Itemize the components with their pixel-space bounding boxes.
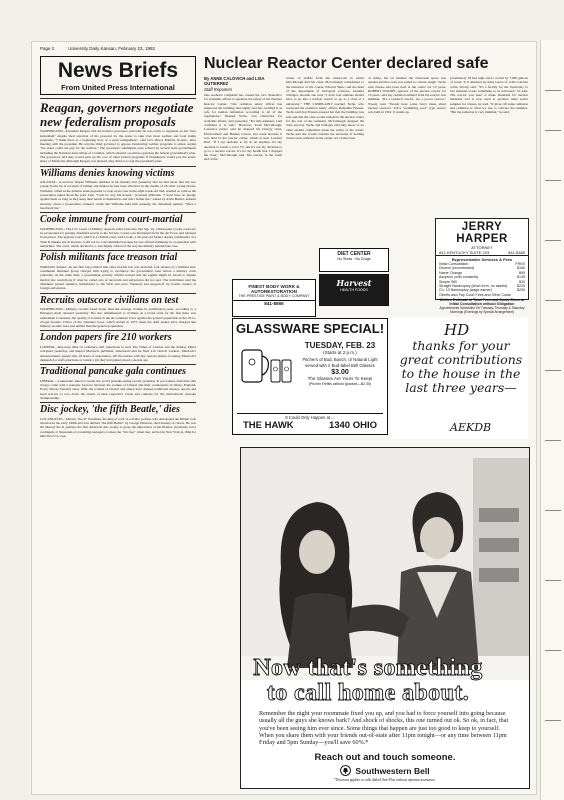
news-briefs-subtitle: From United Press International <box>61 83 175 92</box>
diet-center-sub: No Shots · No Drugs <box>337 257 371 261</box>
story-text: One student's complaint has caused the vice chancellor for academic affairs to question the safety of the Nuclear Reactor Center. "Our radiation safety officer has inspected the building thoroughly and has certified it as safe for human habitation according to all of the regulations," Deanell Tacha, vice chancellor for academic affairs, said yesterday. "For this semester, I am confident it is safe." However, Todd McCullough, Lawrence junior, said he dropped his biology class, Environment and Human Cancer, last week because it was held in the reactor center, which is near Learned Hall. "If I say decision to fly in an airplane, it's my decision to watch a color TV, but it's not my decision to go to a nuclear reactor. It's for my health that I dropped the class," McCullough said. The reactor, in the south end of the <box>204 93 282 162</box>
fee-row: Divorce (uncontested) $180 <box>439 266 525 271</box>
brief-body: LOS ANGELES—Murray "the K" Kaufman, the king of rock 'n' roll disc jockeys who anticipated the British rock invasion in the early 1960s and was dubbed "the fifth Beatle" by George Harrison, died Sunday of cancer. He was 60. Murray the K, perhaps the first American disc jockey to grasp the importance of the Beatles' popularity, led a contingent of thousands of screaming teenagers to meet the "fab four" when they arrived in New York in 1964 for their first U.S. tour. <box>40 416 196 438</box>
adjacent-page-edge <box>540 40 564 800</box>
news-briefs-column <box>40 56 196 786</box>
brief-body: ATLANTA—A nervous Wayne Williams testified at his murder trial yesterday that he had never met the two young blacks he is accused of killing and denied he had been involved in the deaths of 26 other young blacks. Williams, called as the defense team prepared to wrap up its case in the eight-week-old trial, seemed as calm as the prosecution asked about his prior trips. "Can't no way I'm honest," protested Williams. "I don't have no grudge against them as long as they keep their hands to themselves and don't bother me." Asked by Alvin Binder, defense attorney, about a prosecution witness's claim that Williams held him sexually, the defendant replied, "She's a barefaced liar." <box>40 180 196 210</box>
glassware-price: $3.00 <box>331 369 349 376</box>
venue-address: 1340 OHIO <box>328 420 377 431</box>
attorney-title: ATTORNEY <box>471 245 493 250</box>
glassware-refill: (Pitcher Refills without glasses—$2.00) <box>308 382 372 386</box>
fee-row: Straight Bankruptcy (short form, no assets) $225 <box>439 284 525 289</box>
brief-headline: Williams denies knowing victims <box>40 166 196 180</box>
brief-story <box>40 364 196 400</box>
bell-tagline: Reach out and touch someone. <box>314 752 456 763</box>
fees-footer-hours: Appointments Scheduled On Tuesday, Thursday & Saturday Mornings (Evenings by Special Arrangement) <box>439 306 525 315</box>
main-story <box>204 56 528 163</box>
story-column <box>204 76 282 163</box>
bell-icon <box>340 765 351 776</box>
glassware-note: The Glasses Are Yours To Keep! <box>307 376 373 381</box>
page-number: Page 2 <box>40 46 55 51</box>
glassware-details <box>297 341 383 386</box>
glassware-venue-line <box>237 420 383 431</box>
bell-fine-print: *Discount applies to calls dialed One-Plus without operator assistance. <box>334 778 436 782</box>
fee-row: Name Change $95 <box>439 270 525 275</box>
brief-headline: Recruits outscore civilians on test <box>40 293 196 307</box>
glassware-title: GLASSWARE SPECIAL! <box>235 321 385 336</box>
jerry-harper-ad <box>435 218 529 315</box>
brief-story <box>40 166 196 211</box>
attorney-phone: 841-8485 <box>508 250 525 255</box>
venue-name: THE HAWK <box>243 420 294 431</box>
note-signature: AEKDB <box>450 421 492 434</box>
fees-subhead: Representative Services & Fees <box>451 257 513 262</box>
page-header <box>40 46 528 51</box>
attorney-address-line <box>436 250 528 256</box>
brief-story <box>40 212 196 248</box>
fee-row: Ch. 13 Bankruptcy (wage earner) $250 <box>439 288 525 293</box>
body-work-ad-sub: THE PRESTIGE PAINT & BODY COMPANY <box>238 294 310 298</box>
story-column <box>450 76 528 163</box>
brief-body: WASHINGTON—The U.S. Court of Military Appeals ruled yesterday that Sgt. 1st. Christopher Cooke could not be prosecuted for passing classified secrets to the Soviets. Cooke was discharged from the Air Force and released from prison. The appeals court, which is a civilian court, said Cooke, a 26-year-old former deputy commander of a Titan II missile site in Kansas, could not be court-martialed because he was offered immunity in cooperation with authorities. The court, which decided 2-1, was highly critical of the way the military handled the case. <box>40 226 196 248</box>
main-headline: Nuclear Reactor Center declared safe <box>204 55 489 72</box>
fee-row: Initial Consultation FREE <box>439 262 525 266</box>
fee-row: Simple Will $30 <box>439 279 525 284</box>
brief-story <box>40 330 196 362</box>
glassware-closing: It Could Only Happen at ... <box>237 413 383 420</box>
brief-body: WASHINGTON—Military recruits fared better than the average civilian in qualification tests, according to a Pentagon study released yesterday. The test, administered to civilians on a broad scale for the first time, was undertaken to measure the quality of recruits in the all-volunteer force against the general population in the 18-to-23-age bracket. Critics of the volunteer force, which started in 1973 when the draft ended, have charged that military recruits were less skilled than the general population. <box>40 307 196 329</box>
glassware-venue <box>237 413 383 431</box>
note-message: thanks for your great contributions to the house in the last three years— <box>399 338 523 395</box>
attorney-name: JERRY HARPER <box>456 221 508 245</box>
newspaper-page <box>32 42 536 794</box>
note-greeting: HD <box>444 321 470 339</box>
southwestern-bell-ad <box>240 447 530 789</box>
brief-story <box>40 402 196 438</box>
main-story-columns <box>204 76 528 163</box>
diet-center-title: DIET CENTER <box>337 251 371 257</box>
news-briefs-title: News Briefs <box>57 59 179 82</box>
glassware-ad <box>232 318 388 435</box>
story-text: of safety, but on whether the classroom space was needed and the room was suited to courses taught. Tacha said classes had been held at the center for 10 years. ROBERT WOODY, operator of the nuclear reactor for 10 years, said any radiation emitted from the reactor was minimal. "It's a research reactor, not a power reactor," Woody said. "People have some fancy ideas about nuclear reactors." KU's "swimming pool" type reactor was built in 1961. It stands ap- <box>368 76 446 115</box>
bell-logo <box>241 765 529 776</box>
handwritten-thank-you-note <box>390 317 528 439</box>
fee-row: Adoption (with consents) $145 <box>439 275 525 280</box>
fees-footer: Written Estimate of Total Fees and Costs Given at Initial Consultation without Obligation <box>439 298 525 307</box>
diet-center-ad <box>319 248 389 272</box>
attorney-address: 841 KENTUCKY SUITE 203 <box>439 250 490 255</box>
byline-role: Staff Reporters <box>204 87 233 92</box>
glassware-date: TUESDAY, FEB. 23 <box>304 341 376 350</box>
glassware-time: (Starts at 2 p.m.) <box>323 350 357 355</box>
fee-row: Clients also Pay Court Fees and Other Costs <box>439 292 511 297</box>
story-column <box>286 76 364 163</box>
brief-story <box>40 293 196 329</box>
body-work-ad-phone: 841-8865 <box>233 300 315 306</box>
couple-photo <box>241 448 529 680</box>
harvest-title: Harvest <box>336 278 372 288</box>
bell-copy-text: Remember the night your roommate fixed you up, and you had to force yourself into going because usually all the guys she knows bark? And shock of shocks, this one turned out ok. So ok, in fact, that you've been seeing him ever since. Some things that happen are just too good to keep to yourself. When you share them with your friends out-of-state after 11pm tonight—or any time between 11pm Friday and 5pm Sunday—you'll save 60%.* <box>259 710 509 747</box>
paper-dateline: University Daily Kansan, February 23, 1982 <box>68 46 156 51</box>
brief-body: LONDON—Day-long talks on voluntary staff reductions to save The Times of London and the Sunday Times collapsed yesterday, and Rupert Murdoch, publisher, announced that he fired 210 clerical workers. Murdoch's announcement, issued after 18 hours of negotiation, left the unions with few options beside accepting Murdoch's demands for staff reductions or losing a job they had gained about a decade ago. <box>40 344 196 362</box>
body-work-ad-title: FINEST BODY WORK & AUTORESTORATION <box>248 284 300 294</box>
story-text: proximately 18 feet high and is cooled by 7,000 gallons of water. It is shielded by three layers of solid concrete walls, Woody said. "It's a facility for the University to test material works something to be activated," he said. The reactor was used to make materials for nuclear medicine and is now used to produce radio active samples for classes, he said. "It gives off some radiation and radiation is what we use to activate the samples. "But the radiation is very minimal," he said. <box>450 76 528 115</box>
bell-headline: Now that's something to call home about. <box>253 655 483 706</box>
byline: By ANNE CALOVICH and LISA GUTIERREZ <box>204 76 265 86</box>
story-text: center, is visible from the classroom in which McCullough had his class. McCullough complained to the instructor of the course, Edward Shaw, and the head of the department of biological sciences, Gunther Schlager, became she said, "I don't feel students should have to go into a nuclear reactor to go to a class at a university." THE COMPLAINT reached Tacha, who contacted the radiation safety officer, Benjamin Friesen. Tacha said that Friesen assured her that the building was safe and that the class would remain in the nuclear center for the rest of the semester. McCullough dropped the class anyway. Tacha and Schlager said they know of no other student complaints about the safety of the center. Tacha said she would consider the necessity of holding classes next semester in the center, not on the basis <box>286 76 364 141</box>
brief-body: WARSAW, Poland—In the first big political trial since martial law was declared, four leaders of a militant anti-communist dissident group charged with trying to overthrow the government went before a military court yesterday. At the same time, a government security official warned that the regime might be forced to tighten martial law restrictions if what he called acts of terrorism and subversion did not end. The indictment said the dissidents passed sensitive information to the West and were "financed and supported" by hostile centers of foreign subversion. <box>40 264 196 291</box>
brief-headline: Polish militants face treason trial <box>40 250 196 264</box>
brief-body: LIBERAL—Contestants failed to break the world pancake-eating record yesterday in pre-Lenten festivities that always come with a pancake footrace between the women of Liberal and their counterparts in Olney, England. Every Shrove Tuesday since 1950, the women of Liberal and Olney have donned traditional dresses, aprons and head scarves to race down the streets of their respective towns and compete for the international pancake championship. <box>40 378 196 400</box>
brief-headline: Traditional pancake gala continues <box>40 364 196 378</box>
brief-story <box>40 250 196 290</box>
body-work-ad <box>232 279 316 317</box>
brief-body: WASHINGTON—President Reagan told the nation's governors yesterday he was ready to negotiate on his "new federalism" despite their rejection of his proposal for the states to take over most welfare and food stamp programs. "I think there is a beginning here of a great realignment," said Gov. Bruce Babbitt, D-Ariz., after meeting with the president. He was the chief governor to oppose transferring welfare programs to states, saying "the states could not pay for the welfare." The governors' sentiments were echoed by several state governments including the National Association of Counties, which adopted a position opposing the federal government's plan. The governors said they would pick up the cost of other federal programs if Washington would pay the states' share of Medicaid. Although Reagan was pleased, they did not accept the president's plan. <box>40 129 196 164</box>
bell-logo-text: Southwestern Bell <box>355 765 430 776</box>
brief-story <box>40 98 196 164</box>
brief-headline: Reagan, governors negotiate new federalism proposals <box>40 98 196 128</box>
small-ads-stack <box>319 248 389 308</box>
harvest-ad <box>319 274 389 306</box>
harvest-sub: HEALTH FOODS <box>340 288 368 292</box>
news-briefs-banner <box>40 56 196 95</box>
brief-headline: Cooke immune from court-martial <box>40 212 196 226</box>
bell-body-copy <box>259 710 515 746</box>
story-column <box>368 76 446 163</box>
glassware-offer: Pitchers of Bud, Busch, or Natural Light served with 2 Bud-label Bell Glasses <box>302 357 378 368</box>
brief-headline: London papers fire 210 workers <box>40 330 196 344</box>
brief-headline: Disc jockey, 'the fifth Beatle,' dies <box>40 402 196 416</box>
pitcher-and-glasses-illustration <box>238 342 294 388</box>
